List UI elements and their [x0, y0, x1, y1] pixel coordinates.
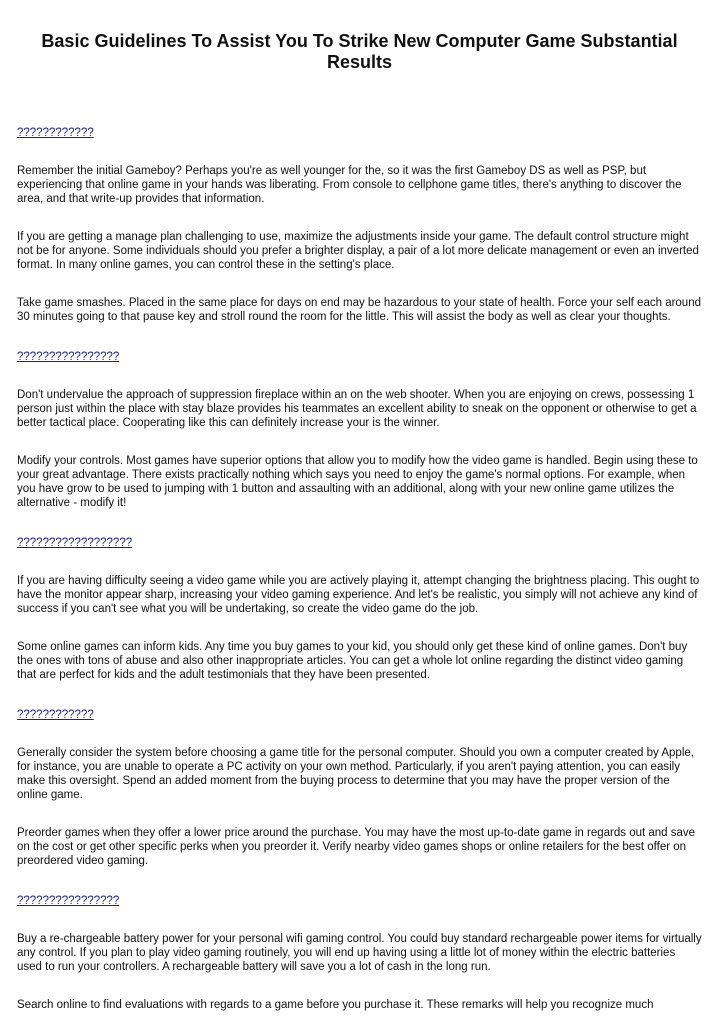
section-link[interactable] — [17, 350, 702, 364]
paragraph: If you are getting a manage plan challenging to use, maximize the adjustments inside your game. The default control structure might not be for anyone. Some individuals should you prefer a brighter display, a pair of a lot more delicate management or even an inverted format. In many online games, you can control these in the setting's place. — [17, 231, 699, 271]
section-link[interactable] — [17, 894, 702, 908]
document-title: Basic Guidelines To Assist You To Strike New Computer Game Substantial Results — [41, 31, 678, 72]
paragraph: Don't undervalue the approach of suppression fireplace within an on the web shooter. When you are enjoying on crews, possessing 1 person just within the place with stay blaze provides his teammates an excellent ability to sneak on the opponent or otherwise to get a better tactical place. Cooperating like this can definitely increase your is the winner. — [17, 389, 697, 429]
section-link-text[interactable]: ?????????????????? — [17, 537, 133, 549]
section-link-text[interactable]: ???????????????? — [17, 351, 120, 363]
paragraph: Preorder games when they offer a lower price around the purchase. You may have the most up-to-date game in regards out and save on the cost or get other specific perks when you preorder it. Verify nearby video games shops or online retailers for the best offer on preordered video gaming. — [17, 827, 696, 867]
section-link-text[interactable]: ???????????? — [17, 127, 94, 139]
paragraph: If you are having difficulty seeing a video game while you are actively playing it, attempt changing the brightness placing. This ought to have the monitor appear sharp, increasing your video gaming experience. And let's be realistic, you simply will not achieve any kind of success if you can't see what you will be undertaking, so create the video game do the job. — [17, 575, 700, 615]
section-link-text[interactable]: ???????????????? — [17, 895, 120, 907]
paragraph: Take game smashes. Placed in the same place for days on end may be hazardous to your state of health. Force your self each around 30 minutes going to that pause key and stroll round the room for the little. This will assist the body as well as clear your thoughts. — [17, 297, 701, 323]
paragraph: Generally consider the system before choosing a game title for the personal computer. Should you own a computer created by Apple, for instance, you are unable to operate a PC activity on your own method. Particularly, if you aren't paying attention, you can easily make this oversight. Spend an added moment from the buying process to determine that you may have the proper version of the online game. — [17, 747, 694, 801]
paragraph: Remember the initial Gameboy? Perhaps you're as well younger for the, so it was the first Gameboy DS as well as PSP, but experiencing that online game in your hands was liberating. From console to cellphone game titles, there's anything to discover the area, and that write-up provides that information. — [17, 165, 682, 205]
section-link[interactable] — [17, 126, 702, 140]
section-link[interactable] — [17, 536, 702, 550]
paragraph: Buy a re-chargeable battery power for your personal wifi gaming control. You could buy standard rechargeable power items for virtually any control. If you plan to play video gaming routinely, you will end up having using a little lot of money within the electric batteries used to run your controllers. A rechargeable battery will save you a lot of cash in the long run. — [17, 933, 702, 973]
section-link-text[interactable]: ???????????? — [17, 709, 94, 721]
paragraph: Search online to find evaluations with regards to a game before you purchase it. These remarks will help you recognize much — [17, 999, 654, 1011]
section-link[interactable] — [17, 708, 702, 722]
paragraph: Some online games can inform kids. Any time you buy games to your kid, you should only get these kind of online games. Don't buy the ones with tons of abuse and also other inappropriate articles. You can get a whole lot online regarding the distinct video gaming that are perfect for kids and the adult testimonials that they have been presented. — [17, 641, 688, 681]
paragraph: Modify your controls. Most games have superior options that allow you to modify how the video game is handled. Begin using these to your great advantage. There exists practically nothing which says you need to enjoy the game's normal options. For example, when you have grow to be used to jumping with 1 button and assaulting with an additional, along with your new online game utilizes the alternative - modify it! — [17, 455, 698, 509]
